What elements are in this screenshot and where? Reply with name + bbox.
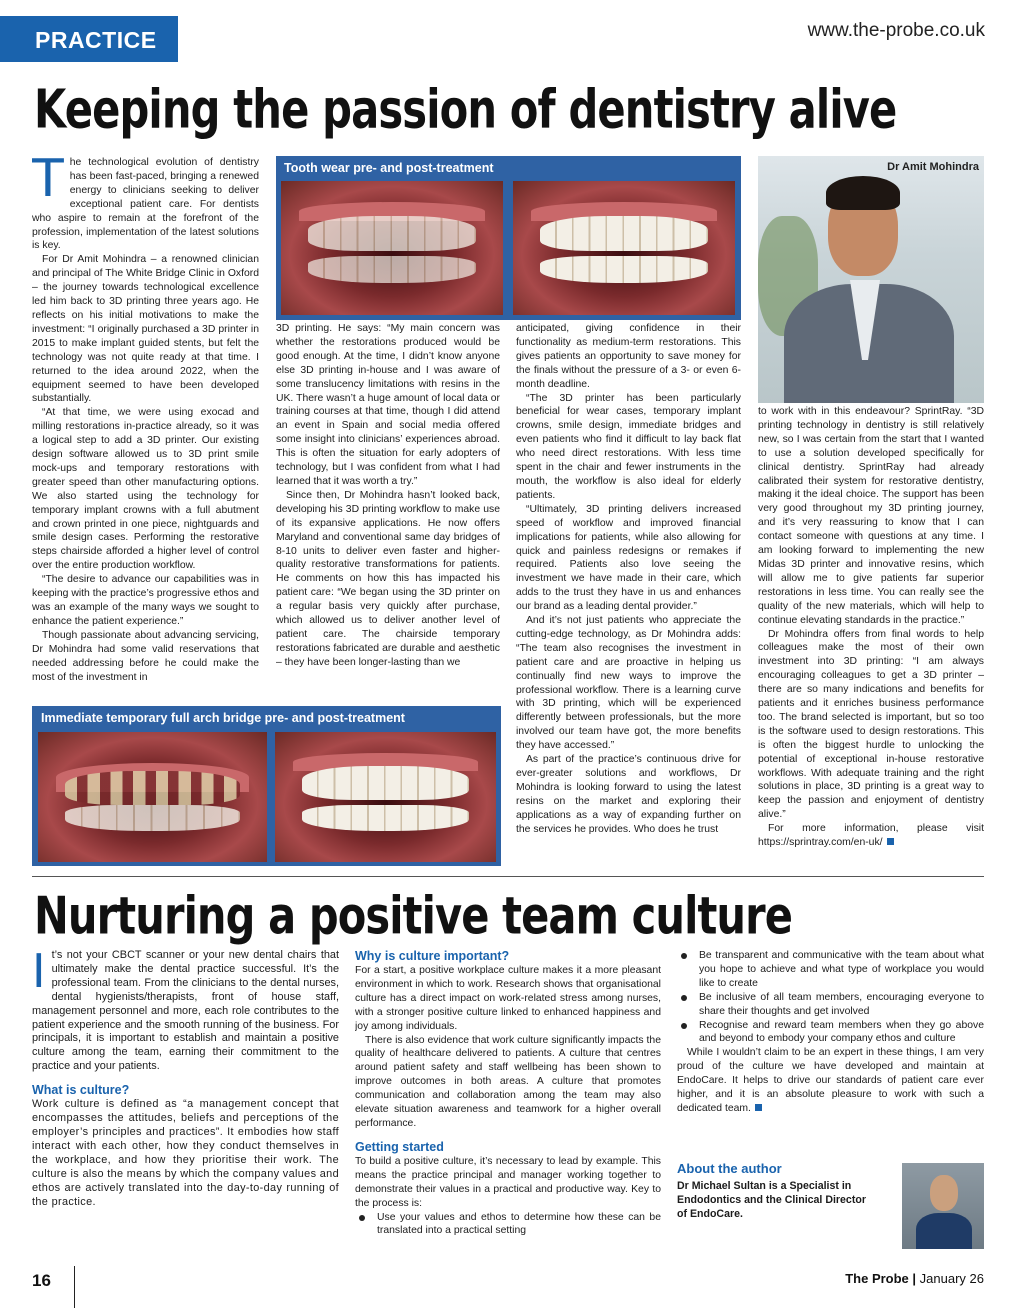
photo-before <box>38 732 267 862</box>
author-photo <box>902 1163 984 1249</box>
author-heading: About the author <box>677 1161 782 1176</box>
article-divider <box>32 876 984 877</box>
section-heading: Why is culture important? <box>355 949 510 963</box>
end-mark <box>755 1104 762 1111</box>
article2-col3 <box>677 949 984 1139</box>
photo-caption: Tooth wear pre- and post-treatment <box>284 161 494 175</box>
paragraph: “The 3D printer has been particularly beneficial for wear cases, temporary implant crowns, smile design, immediate bridges and even patients who find it difficult to lay back flat who need direct restorations. With less time spent in the chair and fewer instruments in the mouth, the workflow is also ideal for elderly patients. <box>516 392 741 501</box>
portrait-caption: Dr Amit Mohindra <box>887 161 979 173</box>
author-box <box>677 1161 877 1231</box>
list-item: Use your values and ethos to determine how these can be translated into a practical setting <box>355 1211 661 1239</box>
paragraph: For a start, a positive workplace culture makes it a more pleasant environment in which to work. Research shows that organisational culture has a direct impact on work-related stress among nurses, with a stronger positive culture linked to enhanced happiness and joy among individuals. <box>355 965 661 1032</box>
article1-dropcap: T <box>32 156 64 209</box>
article1-col2 <box>276 322 500 700</box>
section-tab <box>0 16 178 62</box>
teeth <box>540 256 709 283</box>
sprintray-link[interactable]: For more information, please visit https://sprintray.com/en-uk/ <box>758 823 984 849</box>
photo-after <box>513 181 735 315</box>
paragraph: As part of the practice’s continuous drive for ever-greater solutions and workflows, Dr Mohindra is looking forward to using the latest resins on the market and exploring their applications as a way of expanding further on the services he provides. Who does he trust <box>516 754 741 835</box>
list-item: Be transparent and communicative with the team about what you hope to achieve and what type of workplace you would like to create <box>677 949 984 991</box>
teeth <box>308 216 477 251</box>
section-heading: Getting started <box>355 1139 444 1154</box>
paragraph: Work culture is defined as “a management concept that encompasses the attitudes, beliefs and perceptions of the employer’s principles and practices”. It embodies how staff interact with each other, how they conduct themselves in the workplace, and how they prioritise their work. The culture is also the means by which the company values and ethos are actively translated into the day-to-day running of the practice. <box>32 1098 339 1208</box>
photo-caption: Immediate temporary full arch bridge pre- and post-treatment <box>41 711 405 725</box>
teeth <box>540 216 709 251</box>
paragraph: anticipated, giving confidence in their functionality as medium-term restorations. This gives patients an opportunity to save money for the finals without the pressure of a 3- or even 6-month deadline. <box>516 323 741 390</box>
article2-dropcap: I <box>32 949 46 998</box>
portrait-hair <box>826 176 900 210</box>
footer-separator: | <box>912 1271 920 1286</box>
paragraph: to work with in this endeavour? SprintRay. “3D printing technology in dentistry is still relatively new, so I was certain from the start that I wanted to use a solution developed specifically for clinical dentistry. SprintRay had already calibrated their system for restorative dentistry, making it the ideal choice. The support has been very good throughout my 3D printing journey, and it’s very reassuring to know that I can contact someone with questions at any time. I am looking forward to implementing the new Midas 3D printer and innovative resins, which will allow me to give patients far superior restorations in less time. You can really see the quality of the new materials, which will help to continue elevating standards in the practice.” <box>758 406 984 626</box>
paragraph <box>677 1046 984 1116</box>
section-label: PRACTICE <box>35 27 157 53</box>
website-url[interactable]: www.the-probe.co.uk <box>807 20 985 41</box>
bullet-list <box>355 1211 661 1239</box>
article1-col4 <box>758 405 984 867</box>
page-number: 16 <box>32 1271 51 1290</box>
teeth <box>65 771 239 805</box>
paragraph: “At that time, we were using exocad and milling restorations in-practice already, so it was a logical step to add a 3D printer. Our existing design software allowed us to 3D print smile mock-ups and temporary restorations with greater speed than other manufacturing options. We also started using the technology for temporary implant crowns with a full abutment and crown printed in one piece, nightguards and smile design cases. Performing the restorative steps chairside afforded a higher level of control over the entire production workflow. <box>32 407 259 572</box>
issue-date: January 26 <box>919 1271 984 1286</box>
teeth <box>302 766 470 800</box>
photo-before <box>281 181 503 315</box>
article2-col2 <box>355 949 661 1245</box>
end-mark <box>887 838 894 845</box>
paragraph: “The desire to advance our capabilities was in keeping with the practice’s progressive ethos and was an example of the many ways we sought to enhance the patient experience.” <box>32 574 259 627</box>
paragraph: There is also evidence that work culture significantly impacts the quality of healthcare delivered to patients. A culture that centres around patient safety and staff wellbeing has been shown to improve outcomes in both areas. A culture that promotes communication and collaboration among the team may also elevate situation awareness and teamwork for a higher overall performance. <box>355 1034 661 1129</box>
author-scrubs <box>916 1213 972 1249</box>
footer-publication <box>845 1271 984 1286</box>
section-heading: What is culture? <box>32 1083 130 1098</box>
teeth <box>308 256 477 283</box>
footer-rule <box>74 1266 75 1308</box>
photo-after <box>275 732 496 862</box>
article1-col3 <box>516 322 741 866</box>
portrait-photo <box>758 156 984 403</box>
paragraph: he technological evolution of dentistry has been fast-paced, bringing a renewed energy to clinicians seeking to deliver exceptional patient care. For dentists who aspire to remain at the forefront of the profession, implementation of the latest solutions is key. <box>32 157 259 252</box>
photo-full-arch <box>32 706 501 866</box>
photo-tooth-wear <box>276 156 741 320</box>
article2-col1 <box>32 949 339 1243</box>
article1-col1 <box>32 156 259 698</box>
article2-headline: Nurturing a positive team culture <box>34 885 793 946</box>
list-item: Be inclusive of all team members, encouraging everyone to share their thoughts and get involved <box>677 991 984 1019</box>
article1-headline: Keeping the passion of dentistry alive <box>34 78 897 141</box>
teeth <box>302 805 470 831</box>
paragraph: 3D printing. He says: “My main concern was whether the restorations produced would be good enough. At the time, I didn’t know anyone else 3D printing in-house and I was aware of some translucency limitations with resins in the UK. There wasn’t a huge amount of local data or training courses at that time, though I did attend an event in Spain and social media offered some insight into clinicians’ experiences abroad. This is often the situation for early adopters of technology, but I was confident from what I had learned that it was worth a try.” <box>276 323 500 487</box>
teeth <box>65 805 239 831</box>
paragraph: And it’s not just patients who appreciate the cutting-edge technology, as Dr Mohindra adds: “The team also recognises the investment in patient care and are proactive in helping us continually find new ways to improve the professional workflow. There is a learning curve with 3D printing, which will be experienced differently between professionals, but the more involved our team have got, the more benefits they have accessed.” <box>516 615 741 752</box>
paragraph <box>758 822 984 850</box>
paragraph: “Ultimately, 3D printing delivers increased speed of workflow and improved financial implications for patients, while also allowing for quick and painless redesigns or remakes if required. Patients also love seeing the investment we have made in their care, which adds to the trust they have in us and enhances our brand as a leading dental provider.” <box>516 503 741 613</box>
paragraph: For Dr Amit Mohindra – a renowned clinician and principal of The White Bridge Clinic in Oxford – the journey towards technological excellence led him back to 3D printing three years ago. He reflects on his initial motivations to make the investment: “I originally purchased a 3D printer in 2015 to make implant guided stents, but felt the technology was not quite ready at that time. I returned to the idea around 2022, when the equipment seemed to have been developed substantially. <box>32 254 259 405</box>
publication-name: The Probe <box>845 1271 909 1286</box>
author-bio: Dr Michael Sultan is a Specialist in Endodontics and the Clinical Director of EndoCare. <box>677 1180 866 1220</box>
bullet-list <box>677 949 984 1046</box>
paragraph: Since then, Dr Mohindra hasn’t looked back, developing his 3D printing workflow to make use of its expansive applications. He now offers Maryland and conventional same day bridges of 8-10 units to deliver even faster and higher-quality restorative transformations for patients. He comments on how this has impacted his patient care: “We began using the 3D printer on a regular basis very quickly after purchase, which allowed us to deliver another level of patient care. The chairside temporary restorations fabricated are durable and aesthetic – they have been longer-lasting than we <box>276 489 500 668</box>
list-item: Recognise and reward team members when they go above and beyond to embody your company ethos and culture <box>677 1019 984 1047</box>
paragraph: To build a positive culture, it’s necessary to lead by example. This means the practice principal and manager working together to demonstrate their values in a practical and productive way. Key to the process is: <box>355 1155 661 1209</box>
paragraph: Dr Mohindra offers from final words to help colleagues make the most of their own investment into 3D printing: “I am always encouraging colleagues to get a 3D printer – there are so many indications and benefits for patients and it enriches business performance too. The brand selected is important, but so too is the software used to design restorations. This is often the biggest hurdle to unlocking the potential of exceptional in-house restorative workflows. With adequate training and the right solutions in place, 3D printing is a great way to keep the passion and enjoyment of dentistry alive.” <box>758 628 984 821</box>
author-head <box>930 1175 958 1211</box>
closing-text: While I wouldn’t claim to be an expert in these things, I am very proud of the culture we have developed and maintain at EndoCare. It helps to drive our standards of patient care ever higher, and it is an absolute pleasure to work with such a dedicated team. <box>677 1047 984 1114</box>
paragraph: t’s not your CBCT scanner or your new dental chairs that ultimately make the dental practice successful. It’s the professional team. From the clinicians to the dental nurses, dental hygienists/therapists, front of house staff, management personnel and more, each role contributes to the patient experience and the smooth running of the business. For principals, it is important to establish and maintain a positive culture among the team, earning their commitment to the practice and your patients. <box>32 949 339 1073</box>
paragraph: Though passionate about advancing servicing, Dr Mohindra had some valid reservations that needed addressing before he could make the most of the investment in <box>32 629 259 683</box>
